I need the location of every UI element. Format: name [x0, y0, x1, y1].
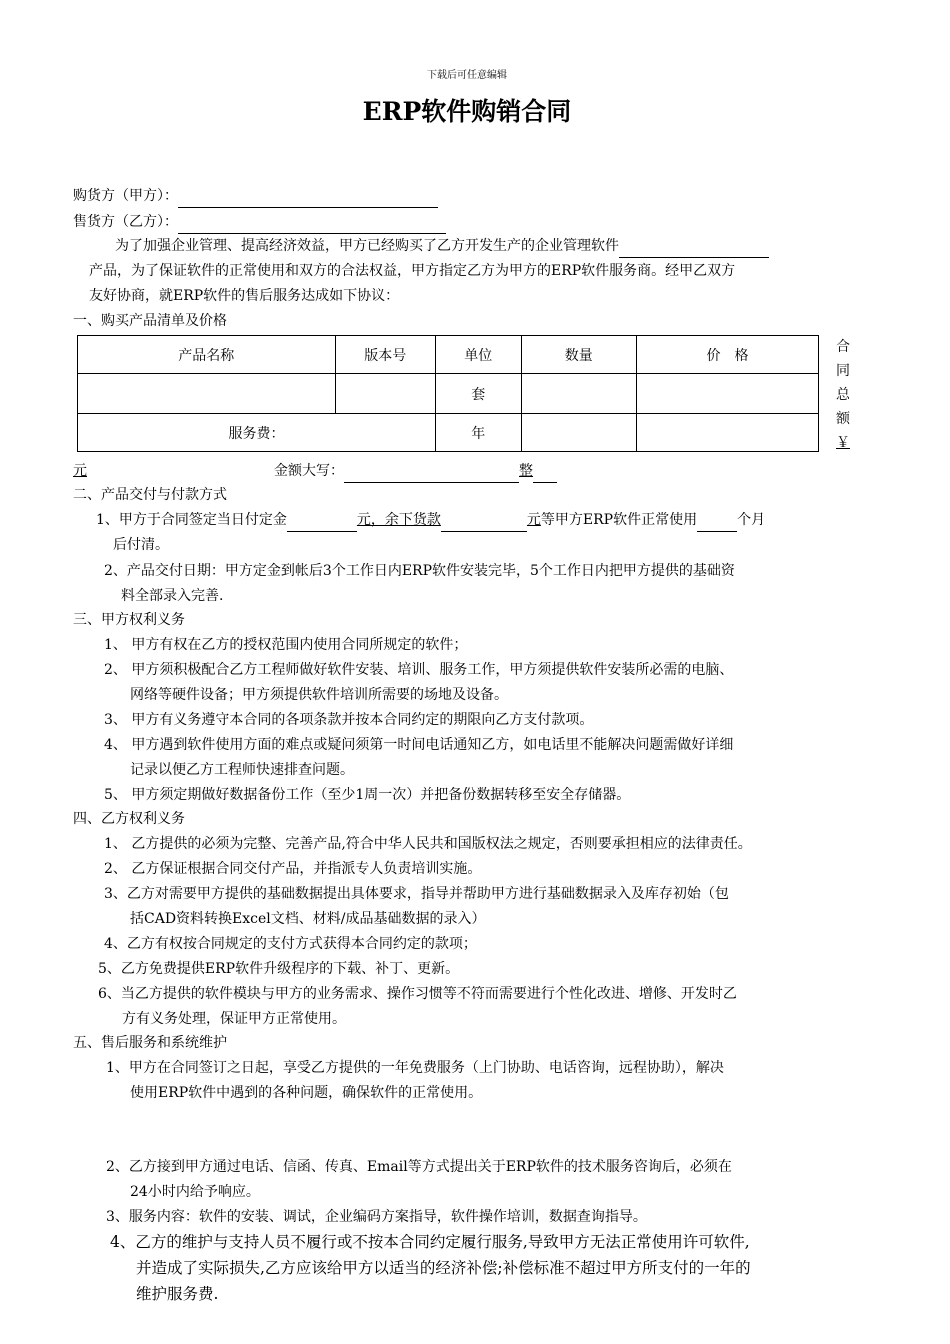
service-item-1-cont: 使用ERP软件中遇到的各种问题，确保软件的正常使用。 — [130, 1085, 483, 1101]
intro-line-2: 产品，为了保证软件的正常使用和双方的合法权益，甲方指定乙方为甲方的ERP软件服务商。经甲乙双方 — [89, 263, 736, 279]
table-header-row — [78, 336, 819, 374]
party-b-item-1: 1、 乙方提供的必须为完整、完善产品,符合中华人民共和国版权法之规定，否则要承担相应的法律责任。 — [104, 836, 752, 852]
service-item-4-cont-2: 维护服务费. — [136, 1285, 219, 1303]
total-char: 同 — [836, 363, 850, 379]
cell-version[interactable] — [335, 374, 435, 414]
party-b-item-6: 6、当乙方提供的软件模块与甲方的业务需求、操作习惯等不符而需要进行个性化改进、增修、开发时乙 — [98, 986, 737, 1002]
total-char: 额 — [836, 411, 850, 427]
product-table — [77, 335, 819, 452]
months-blank[interactable] — [697, 515, 737, 532]
cell-service-quantity[interactable] — [521, 414, 636, 452]
cell-quantity[interactable] — [521, 374, 636, 414]
section2-heading: 二、产品交付与付款方式 — [73, 487, 227, 503]
cell-service-label: 服务费： — [78, 414, 436, 452]
payment-text-d: 等甲方ERP软件正常使用 — [540, 512, 698, 528]
amount-suffix: 整 — [519, 463, 533, 479]
cell-product-name[interactable] — [78, 374, 336, 414]
software-name-blank[interactable] — [619, 241, 769, 258]
party-a-item-4: 4、 甲方遇到软件使用方面的难点或疑问须第一时间电话通知乙方，如电话里不能解决问题需做好详细 — [104, 737, 734, 753]
header-price: 价 格 — [636, 336, 818, 374]
total-currency-symbol: ￥ — [836, 435, 850, 451]
amount-suffix-blank — [533, 466, 557, 483]
party-b-item-5: 5、乙方免费提供ERP软件升级程序的下载、补丁、更新。 — [98, 961, 460, 977]
delivery-line-1: 2、产品交付日期：甲方定金到帐后3个工作日内ERP软件安装完毕，5个工作日内把甲方提供的基础资 — [104, 563, 735, 579]
payment-line-1 — [96, 508, 765, 532]
header-version: 版本号 — [335, 336, 435, 374]
cell-unit-year: 年 — [435, 414, 521, 452]
cell-service-price[interactable] — [636, 414, 818, 452]
party-b-item-6-cont: 方有义务处理，保证甲方正常使用。 — [122, 1011, 346, 1027]
header-note: 下载后可任意编辑 — [427, 70, 507, 81]
table-row — [78, 374, 819, 414]
header-quantity: 数量 — [521, 336, 636, 374]
deposit-blank[interactable] — [287, 515, 357, 532]
amount-label: 金额大写： — [274, 463, 344, 479]
amount-line — [274, 459, 557, 483]
document-title: ERP软件购销合同 — [362, 97, 572, 126]
cell-price[interactable] — [636, 374, 818, 414]
party-a-item-1: 1、 甲方有权在乙方的授权范围内使用合同所规定的软件； — [104, 637, 468, 653]
intro-text-1: 为了加强企业管理、提高经济效益，甲方已经购买了乙方开发生产的企业管理软件 — [115, 238, 619, 254]
amount-blank[interactable] — [344, 466, 519, 483]
delivery-line-2: 料全部录入完善. — [121, 588, 224, 604]
party-b-item-3: 3、乙方对需要甲方提供的基础数据提出具体要求，指导并帮助甲方进行基础数据录入及库存初始（包 — [104, 886, 729, 902]
party-a-item-2: 2、 甲方须积极配合乙方工程师做好软件安装、培训、服务工作，甲方须提供软件安装所必需的电脑、 — [104, 662, 734, 678]
service-item-4-cont-1: 并造成了实际损失,乙方应该给甲方以适当的经济补偿;补偿标准不超过甲方所支付的一年的 — [136, 1259, 751, 1277]
cell-unit-set: 套 — [435, 374, 521, 414]
party-a-item-5: 5、 甲方须定期做好数据备份工作（至少1周一次）并把备份数据转移至安全存储器。 — [104, 787, 631, 803]
service-item-3: 3、服务内容：软件的安装、调试，企业编码方案指导，软件操作培训，数据查询指导。 — [106, 1209, 647, 1225]
buyer-label: 购货方（甲方）： — [73, 188, 178, 204]
party-b-item-3-cont: 括CAD资料转换Excel文档、材料/成品基础数据的录入） — [130, 911, 486, 927]
seller-label: 售货方（乙方）： — [73, 214, 178, 230]
section3-heading: 三、甲方权利义务 — [73, 612, 185, 628]
buyer-blank[interactable] — [178, 191, 438, 208]
party-a-item-3: 3、 甲方有义务遵守本合同的各项条款并按本合同约定的期限向乙方支付款项。 — [104, 712, 594, 728]
service-item-4: 4、乙方的维护与支持人员不履行或不按本合同约定履行服务,导致甲方无法正常使用许可软件, — [110, 1233, 750, 1251]
service-item-1: 1、甲方在合同签订之日起，享受乙方提供的一年免费服务（上门协助、电话咨询，远程协助），解决 — [106, 1060, 724, 1076]
table-row-service — [78, 414, 819, 452]
party-b-item-2: 2、 乙方保证根据合同交付产品，并指派专人负责培训实施。 — [104, 861, 482, 877]
payment-text-b: 元，余下货款 — [356, 512, 441, 528]
party-a-item-2-cont: 网络等硬件设备；甲方须提供软件培训所需要的场地及设备。 — [130, 687, 508, 703]
total-char: 合 — [836, 339, 850, 355]
yuan-text: 元 — [73, 463, 87, 479]
contract-total-vertical — [833, 335, 853, 455]
payment-line-2: 后付清。 — [113, 537, 169, 553]
section4-heading: 四、乙方权利义务 — [73, 811, 185, 827]
balance-blank[interactable] — [441, 515, 527, 532]
payment-text-a: 1、甲方于合同签定当日付定金 — [96, 512, 287, 528]
header-product-name: 产品名称 — [78, 336, 336, 374]
buyer-line — [73, 184, 438, 208]
payment-text-c: 元 — [526, 512, 541, 528]
service-item-2-cont: 24小时内给予响应。 — [130, 1184, 260, 1200]
intro-line-3: 友好协商，就ERP软件的售后服务达成如下协议： — [89, 288, 400, 304]
intro-line-1 — [115, 234, 769, 258]
service-item-2: 2、乙方接到甲方通过电话、信函、传真、Email等方式提出关于ERP软件的技术服务咨询后，必须在 — [106, 1159, 732, 1175]
seller-blank[interactable] — [178, 217, 446, 234]
header-unit: 单位 — [435, 336, 521, 374]
seller-line — [73, 210, 446, 234]
yuan-label — [73, 459, 87, 483]
payment-text-e: 个月 — [737, 512, 766, 528]
section5-heading: 五、售后服务和系统维护 — [73, 1035, 227, 1051]
section1-heading: 一、购买产品清单及价格 — [73, 313, 227, 329]
total-char: 总 — [836, 387, 850, 403]
party-b-item-4: 4、乙方有权按合同规定的支付方式获得本合同约定的款项； — [104, 936, 477, 952]
party-a-item-4-cont: 记录以便乙方工程师快速排查问题。 — [130, 762, 354, 778]
